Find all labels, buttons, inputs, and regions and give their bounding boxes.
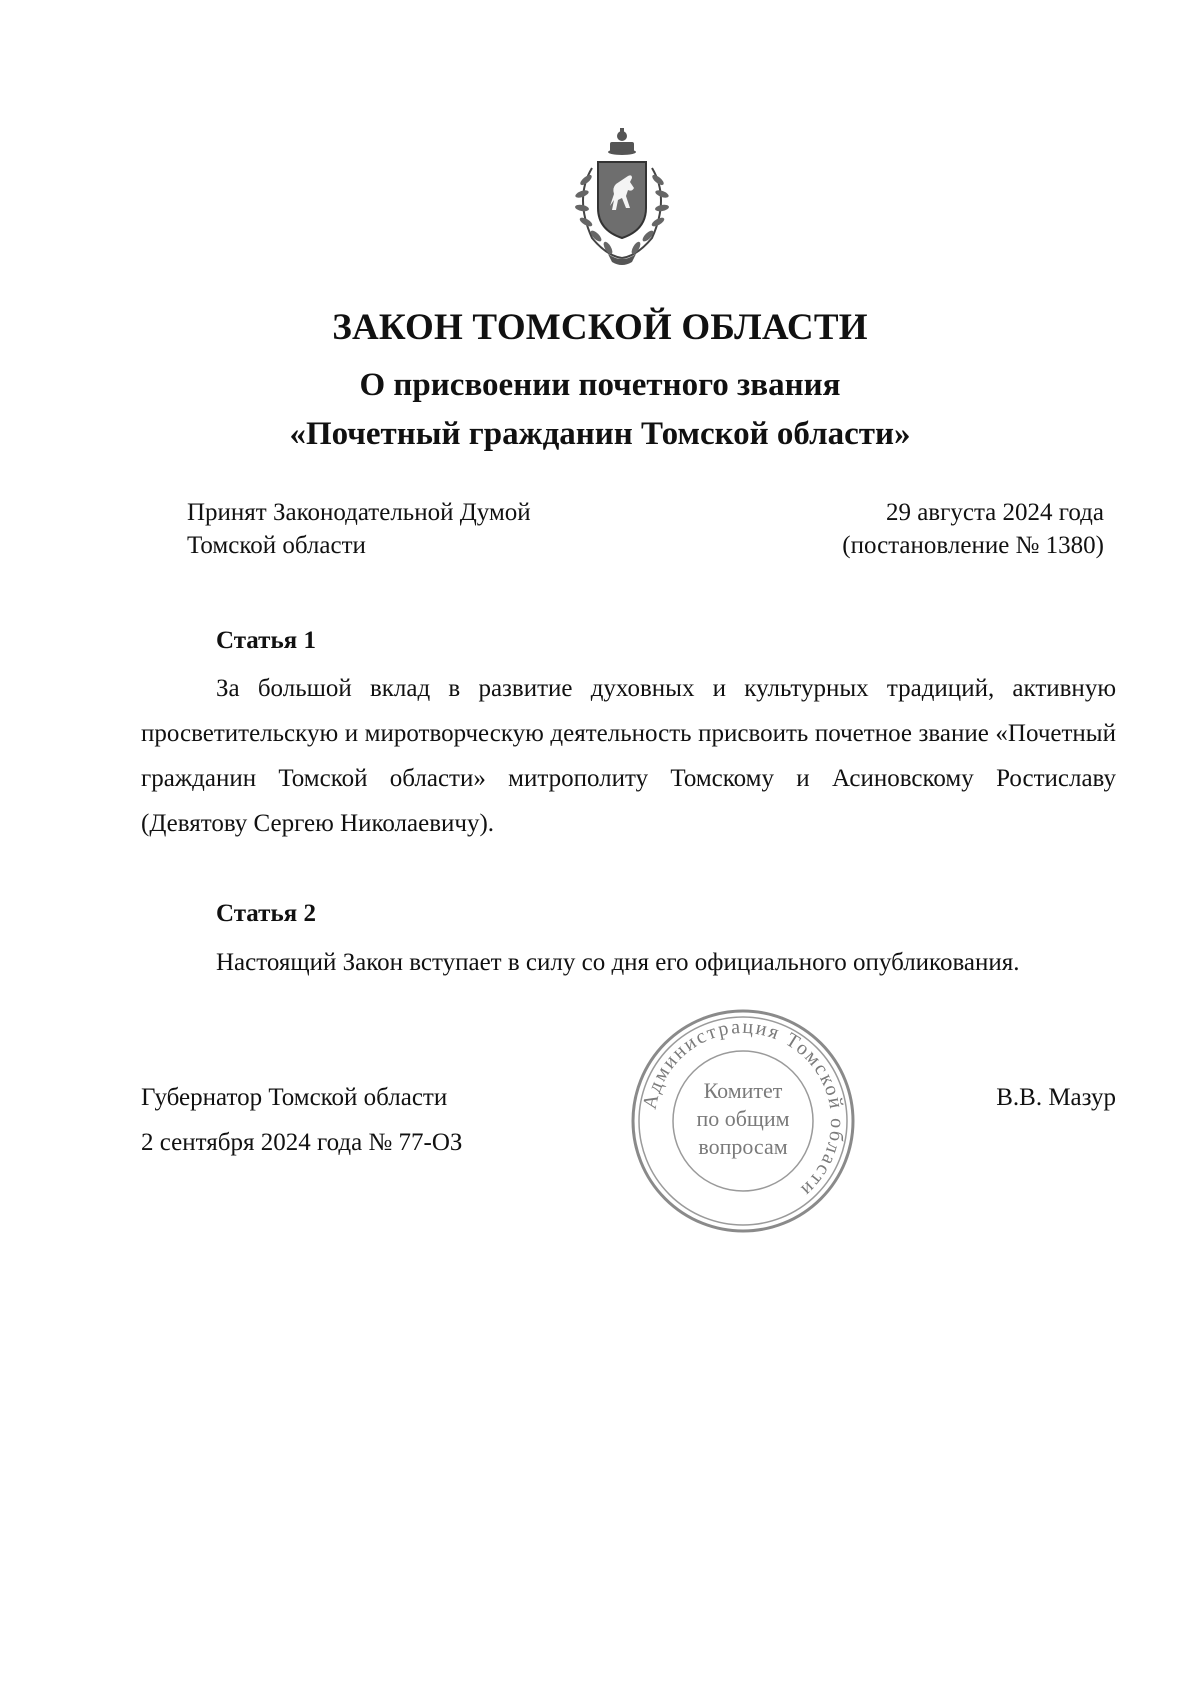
adopted-by — [187, 496, 531, 562]
article-2-text: Настоящий Закон вступает в силу со дня его официального опубликования. — [216, 949, 1020, 976]
article-2-heading: Статья 2 — [216, 900, 316, 927]
seal-center-line1: Комитет — [703, 1078, 783, 1103]
law-subtitle-line2: «Почетный гражданин Томской области» — [289, 416, 911, 452]
signature-block — [141, 1075, 462, 1165]
seal-center-line2: по общим — [696, 1106, 790, 1131]
article-1-text: За большой вклад в развитие духовных и культурных традиций, активную просветительскую и миротворческую деятельность присвоить почетное звание «Почетный гражданин Томской области» митрополиту Томскому и Асиновскому Ростиславу (Девятову Сергею Николаевичу). — [141, 675, 1116, 837]
adoption-date-line2: (постановление № 1380) — [842, 532, 1104, 559]
adopted-by-line1: Принят Законодательной Думой — [187, 499, 531, 526]
law-title: ЗАКОН ТОМСКОЙ ОБЛАСТИ — [332, 307, 868, 348]
official-stamp-icon — [628, 1006, 858, 1236]
signer-name: В.В. Мазур — [996, 1084, 1116, 1111]
signer-position: Губернатор Томской области — [141, 1084, 448, 1111]
law-subtitle-line1: О присвоении почетного звания — [359, 367, 841, 403]
article-1-heading: Статья 1 — [216, 627, 316, 654]
seal-center-line3: вопросам — [698, 1134, 788, 1159]
adopted-by-line2: Томской области — [187, 532, 366, 559]
coat-of-arms-icon — [552, 128, 692, 268]
seal-ring-text: Администрация Томской области — [638, 1015, 849, 1202]
adoption-date-line1: 29 августа 2024 года — [885, 499, 1104, 526]
adoption-date — [842, 496, 1104, 562]
signature-date-number: 2 сентября 2024 года № 77-ОЗ — [141, 1129, 463, 1156]
